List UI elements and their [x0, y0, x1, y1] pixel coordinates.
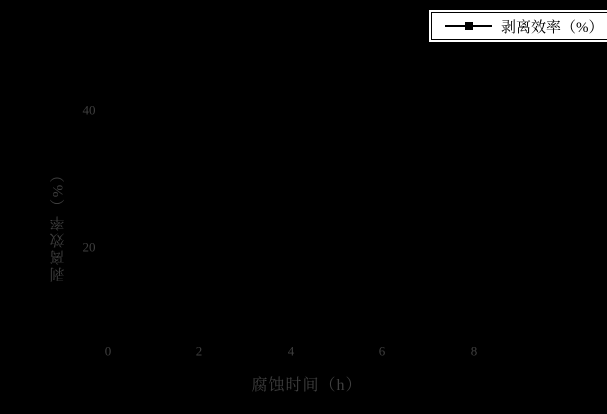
legend-box — [431, 12, 607, 40]
y-tick-label-20: 20 — [82, 239, 96, 255]
x-tick-label-0: 0 — [104, 343, 112, 359]
y-axis-label: 剥离效率（%） — [50, 165, 67, 283]
square-marker-icon — [465, 22, 473, 30]
x-tick-label-6: 6 — [378, 343, 386, 359]
y-tick-label-40: 40 — [82, 102, 96, 118]
x-tick-label-8: 8 — [470, 343, 478, 359]
x-tick-label-2: 2 — [195, 343, 203, 359]
series-line — [108, 200, 520, 202]
plot-area — [108, 55, 522, 342]
x-axis-label: 腐蚀时间（h） — [251, 377, 363, 394]
legend-label: 剥离效率（%） — [501, 19, 604, 36]
legend-line-sample — [445, 25, 492, 27]
x-tick-label-4: 4 — [287, 343, 295, 359]
